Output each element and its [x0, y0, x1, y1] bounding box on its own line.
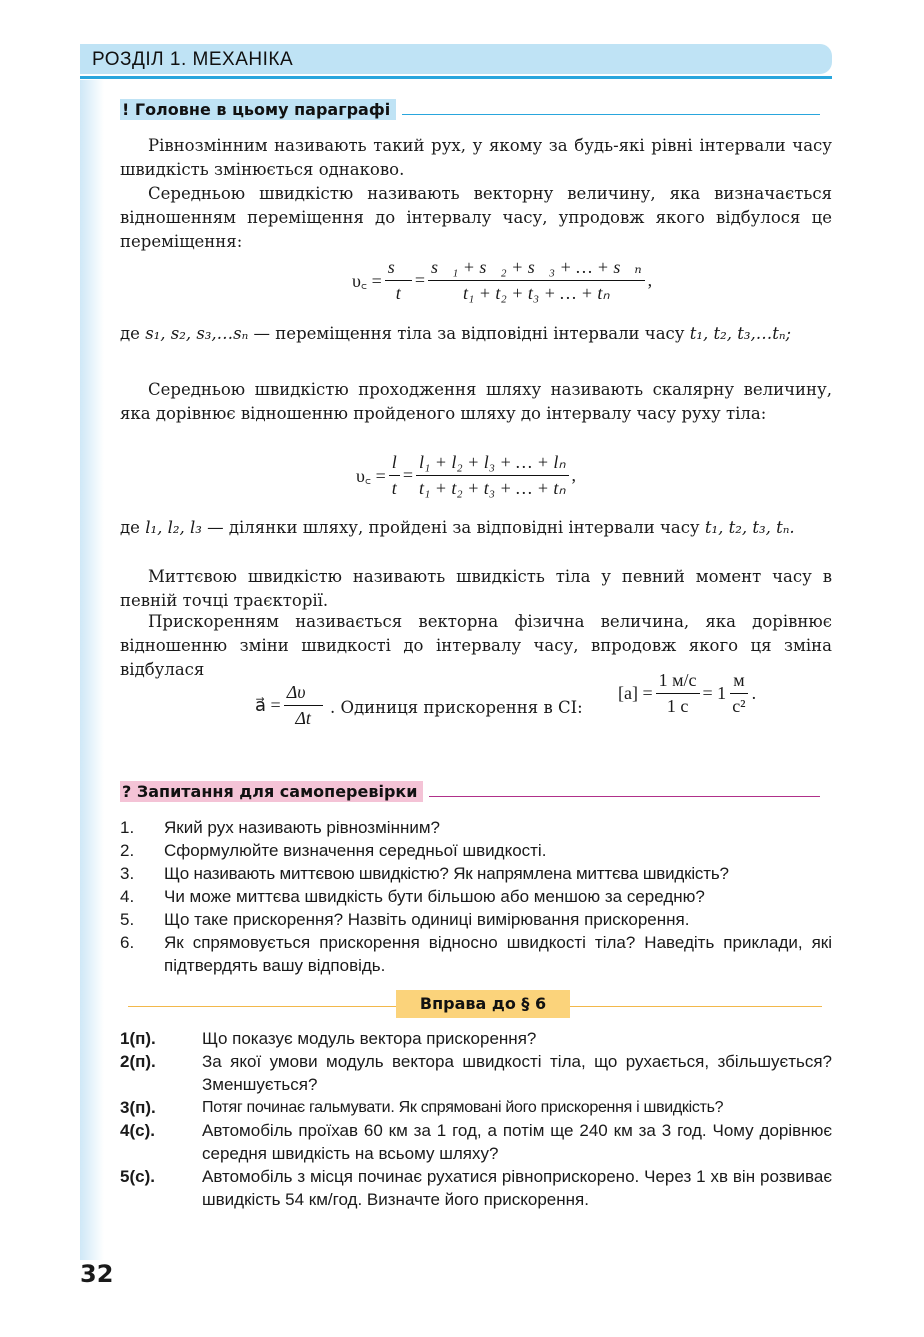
- list-item: [120, 885, 832, 908]
- summary-title-rule: [402, 114, 820, 115]
- ex-num: 1(п).: [120, 1029, 156, 1048]
- p5-vars: l₁, l₂, l₃: [145, 518, 202, 537]
- ex-num: 3(п).: [120, 1098, 156, 1117]
- questions-title-text: ? Запитання для самоперевірки: [120, 781, 423, 802]
- f4-rhs: = 1: [702, 683, 727, 703]
- average-velocity-formula: υ꜀ = $\frac{s⃗}{t}$ = $\frac{\text{s⃗₁ + s⃗₂ + s⃗₃ + … + s⃗ₙ}}{\text{t₁ + t₂ + t₃ + … + tₙ}}$ ,: [352, 257, 653, 303]
- ex-text: За якої умови модуль вектора швидкості тіла, що рухається, збільшується? Зменшується?: [202, 1052, 832, 1094]
- paragraph-6: Миттєвою швидкістю називають швидкість тіла у певний момент часу в певній точці траєкторії.: [120, 567, 832, 610]
- questions-title-rule: [429, 796, 820, 797]
- f1-den1: t: [395, 283, 401, 303]
- f1-comma: ,: [647, 270, 653, 290]
- header-rule: [80, 76, 832, 79]
- list-item: [120, 862, 832, 885]
- page-number: 32: [80, 1260, 114, 1288]
- margin-gradient: [80, 80, 104, 1260]
- summary-section-title: [120, 97, 820, 121]
- f1-frac-simple: [385, 257, 412, 304]
- f3-den: Δt: [295, 708, 311, 728]
- exercise-list: [120, 1027, 832, 1211]
- paragraph-7: Прискоренням називається векторна фізична величина, яка дорівнює відношенню зміни швидкості до інтервалу часу, впродовж якого ця зміна відбулася: [120, 612, 832, 679]
- f4-lhs: [a] =: [618, 683, 653, 703]
- paragraph-4: Середньою швидкістю проходження шляху називають скалярну величину, яка дорівнює відношенню пройденого шляху до інтервалу часу руху тіла:: [120, 380, 832, 423]
- p5-post: — ділянки шляху, пройдені за відповідні інтервали часу: [201, 518, 700, 537]
- f4-frac: [656, 670, 700, 717]
- f1-den2: t₁ + t₂ + t₃ + … + tₙ: [463, 283, 610, 303]
- exercise-header: [128, 990, 822, 1020]
- q-text: Що називають миттєвою швидкістю? Як напрямлена миттєва швидкість?: [164, 864, 729, 883]
- q-num: 6.: [120, 933, 135, 952]
- questions-section-title: [120, 779, 820, 803]
- f2-den1: t: [391, 478, 397, 498]
- f3-num: Δυ⃗: [286, 682, 320, 702]
- ex-text: Автомобіль з місця починає рухатися рівноприскорено. Через 1 хв він розвиває швидкість 54 км/год. Визначте його прискорення.: [202, 1167, 832, 1209]
- f2-frac-simple: [389, 452, 400, 499]
- f2-den2: t₁ + t₂ + t₃ + … + tₙ: [418, 478, 566, 498]
- f1-num1: s⃗: [387, 257, 409, 277]
- ex-num: 4(с).: [120, 1121, 155, 1140]
- list-item: [120, 1096, 832, 1119]
- ex-text: Потяг починає гальмувати. Як спрямовані його прискорення і швидкість?: [202, 1099, 724, 1116]
- f4-unit: [729, 670, 748, 717]
- list-item: [120, 931, 832, 977]
- ex-num: 5(с).: [120, 1167, 155, 1186]
- list-item: [120, 1165, 832, 1211]
- f1-num2: s⃗₁ + s⃗₂ + s⃗₃ + … + s⃗ₙ: [430, 257, 642, 277]
- f4-unit-den: с²: [732, 696, 746, 716]
- paragraph-5: [120, 516, 832, 540]
- chapter-title: РОЗДІЛ 1. МЕХАНІКА: [92, 49, 294, 70]
- p5-pre: де: [120, 518, 140, 537]
- chapter-header: [80, 44, 832, 74]
- p3-tail: t₁, t₂, t₃,…tₙ;: [689, 324, 792, 343]
- p3-vars: s₁, s₂, s₃,…sₙ: [145, 324, 249, 343]
- q-num: 4.: [120, 887, 135, 906]
- f2-num1: l: [391, 452, 397, 472]
- f4-den: 1 с: [666, 696, 689, 716]
- q-text: Сформулюйте визначення середньої швидкості.: [164, 841, 547, 860]
- f1-frac-sum: [428, 257, 645, 304]
- f2-comma: ,: [571, 465, 577, 485]
- ex-num: 2(п).: [120, 1052, 156, 1071]
- path-speed-formula: υ꜀ = $\frac{l}{t}$ = $\frac{\text{l₁ + l₂ + l₃ + … + lₙ}}{\text{t₁ + t₂ + t₃ + … + tₙ}}$ ,: [356, 452, 577, 498]
- q-text: Як спрямовується прискорення відносно швидкості тіла? Наведіть приклади, які підтвердять вашу відповідь.: [164, 933, 832, 975]
- paragraph-2: Середньою швидкістю називають векторну величину, яка визначається відношенням переміщення до інтервалу часу, упродовж якого відбулося це переміщення:: [120, 184, 832, 251]
- ex-text: Що показує модуль вектора прискорення?: [202, 1029, 537, 1048]
- list-item: [120, 1050, 832, 1096]
- f3-frac: [284, 682, 323, 729]
- f4-dot: .: [751, 683, 757, 703]
- p3-post: — переміщення тіла за відповідні інтервали часу: [248, 324, 685, 343]
- q-num: 3.: [120, 864, 135, 883]
- f2-num2: l₁ + l₂ + l₃ + … + lₙ: [418, 452, 566, 472]
- list-item: [120, 1119, 832, 1165]
- exercise-title: Вправа до § 6: [396, 990, 570, 1018]
- f3-lhs: a⃗ =: [255, 695, 281, 715]
- p5-tail: t₁, t₂, t₃, tₙ.: [704, 518, 795, 537]
- list-item: [120, 816, 832, 839]
- f4-unit-num: м: [730, 670, 747, 694]
- q-text: Чи може миттєва швидкість бути більшою або меншою за середню?: [164, 887, 705, 906]
- q-text: Який рух називають рівнозмінним?: [164, 818, 440, 837]
- f1-lhs: υ꜀ =: [352, 270, 382, 291]
- f2-frac-sum: [416, 452, 569, 499]
- questions-list: [120, 816, 832, 977]
- f4-num: 1 м/с: [656, 670, 700, 694]
- summary-title-text: ! Головне в цьому параграфі: [120, 99, 396, 120]
- list-item: [120, 908, 832, 931]
- acceleration-formula: [255, 682, 326, 729]
- q-num: 2.: [120, 841, 135, 860]
- si-unit-formula: [618, 670, 756, 717]
- paragraph-3: [120, 322, 832, 346]
- q-num: 1.: [120, 818, 135, 837]
- paragraph-1: Рівнозмінним називають такий рух, у якому за будь-які рівні інтервали часу швидкість змінюється однаково.: [120, 136, 832, 179]
- q-num: 5.: [120, 910, 135, 929]
- p3-pre: де: [120, 324, 140, 343]
- q-text: Що таке прискорення? Назвіть одиниці вимірювання прискорення.: [164, 910, 690, 929]
- ex-text: Автомобіль проїхав 60 км за 1 год, а потім ще 240 км за 3 год. Чому дорівнює середня швидкість на всьому шляху?: [202, 1121, 832, 1163]
- si-unit-text: . Одиниця прискорення в СІ:: [330, 698, 583, 717]
- list-item: [120, 1027, 832, 1050]
- f2-lhs: υ꜀ =: [356, 465, 386, 486]
- list-item: [120, 839, 832, 862]
